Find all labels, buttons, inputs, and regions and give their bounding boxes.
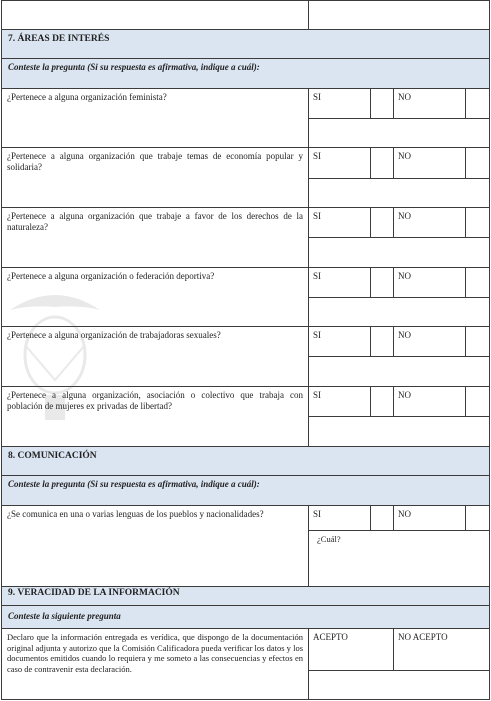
section-7-instruction: Conteste la pregunta (Si su respuesta es afirmativa, indique a cuál):: [1, 58, 490, 89]
question-feminist-org: ¿Pertenece a alguna organización feminista?: [1, 88, 309, 148]
signature-field[interactable]: [308, 670, 490, 700]
yes-option[interactable]: SI: [308, 88, 371, 119]
no-checkbox[interactable]: [465, 147, 490, 179]
decline-option[interactable]: NO ACEPTO: [393, 628, 490, 671]
no-option[interactable]: NO: [393, 147, 466, 179]
no-option[interactable]: NO: [393, 207, 466, 238]
previous-row-cell-right: [308, 0, 490, 30]
which-language-field[interactable]: ¿Cuál?: [308, 530, 490, 587]
which-answer-field[interactable]: [308, 297, 490, 327]
no-option[interactable]: NO: [393, 326, 466, 357]
no-checkbox[interactable]: [465, 326, 490, 357]
yes-checkbox[interactable]: [370, 207, 394, 238]
yes-option[interactable]: SI: [308, 326, 371, 357]
question-indigenous-languages: ¿Se comunica en una o varias lenguas de los pueblos y nacionalidades?: [1, 505, 309, 587]
no-checkbox[interactable]: [465, 267, 490, 298]
no-checkbox[interactable]: [465, 505, 490, 531]
yes-checkbox[interactable]: [370, 88, 394, 119]
which-answer-field[interactable]: [308, 178, 490, 208]
yes-checkbox[interactable]: [370, 326, 394, 357]
no-option[interactable]: NO: [393, 267, 466, 298]
question-popular-economy-org: ¿Pertenece a alguna organización que trabaje temas de economía popular y solidaria?: [1, 147, 309, 208]
section-9-instruction: Conteste la siguiente pregunta: [1, 605, 490, 629]
no-option[interactable]: NO: [393, 386, 466, 417]
no-checkbox[interactable]: [465, 88, 490, 119]
yes-checkbox[interactable]: [370, 505, 394, 531]
section-8-title: 8. COMUNICACIÓN: [1, 446, 490, 476]
yes-checkbox[interactable]: [370, 147, 394, 179]
which-answer-field[interactable]: [308, 237, 490, 268]
question-nature-rights-org: ¿Pertenece a alguna organización que trabaje a favor de los derechos de la naturaleza?: [1, 207, 309, 268]
section-9-title: 9. VERACIDAD DE LA INFORMACIÓN: [1, 586, 490, 606]
yes-checkbox[interactable]: [370, 267, 394, 298]
accept-option[interactable]: ACEPTO: [308, 628, 394, 671]
which-answer-field[interactable]: [308, 416, 490, 447]
no-option[interactable]: NO: [393, 505, 466, 531]
which-answer-field[interactable]: [308, 356, 490, 387]
section-7-title: 7. ÁREAS DE INTERÉS: [1, 29, 490, 59]
yes-option[interactable]: SI: [308, 267, 371, 298]
question-sex-workers-org: ¿Pertenece a alguna organización de trabajadoras sexuales?: [1, 326, 309, 387]
which-answer-field[interactable]: [308, 118, 490, 148]
coat-of-arms-watermark: [0, 285, 110, 425]
no-option[interactable]: NO: [393, 88, 466, 119]
previous-row-cell-left: [1, 0, 309, 30]
question-former-inmates-org: ¿Pertenece a alguna organización, asociación o colectivo que trabaja con población de mujeres ex privadas de libertad?: [1, 386, 309, 447]
yes-option[interactable]: SI: [308, 147, 371, 179]
section-8-instruction: Conteste la pregunta (Si su respuesta es afirmativa, indique a cuál):: [1, 475, 490, 506]
yes-checkbox[interactable]: [370, 386, 394, 417]
no-checkbox[interactable]: [465, 386, 490, 417]
yes-option[interactable]: SI: [308, 207, 371, 238]
yes-option[interactable]: SI: [308, 386, 371, 417]
no-checkbox[interactable]: [465, 207, 490, 238]
veracity-statement: Declaro que la información entregada es verídica, que dispongo de la documentación original adjunta y autorizo que la Comisión Calificadora pueda verificar los datos y los documentos emitidos cuando lo requiera y me someto a las consecuencias y efectos en caso de contravenir esta declaración.: [1, 628, 309, 700]
question-sports-federation: ¿Pertenece a alguna organización o federación deportiva?: [1, 267, 309, 327]
yes-option[interactable]: SI: [308, 505, 371, 531]
